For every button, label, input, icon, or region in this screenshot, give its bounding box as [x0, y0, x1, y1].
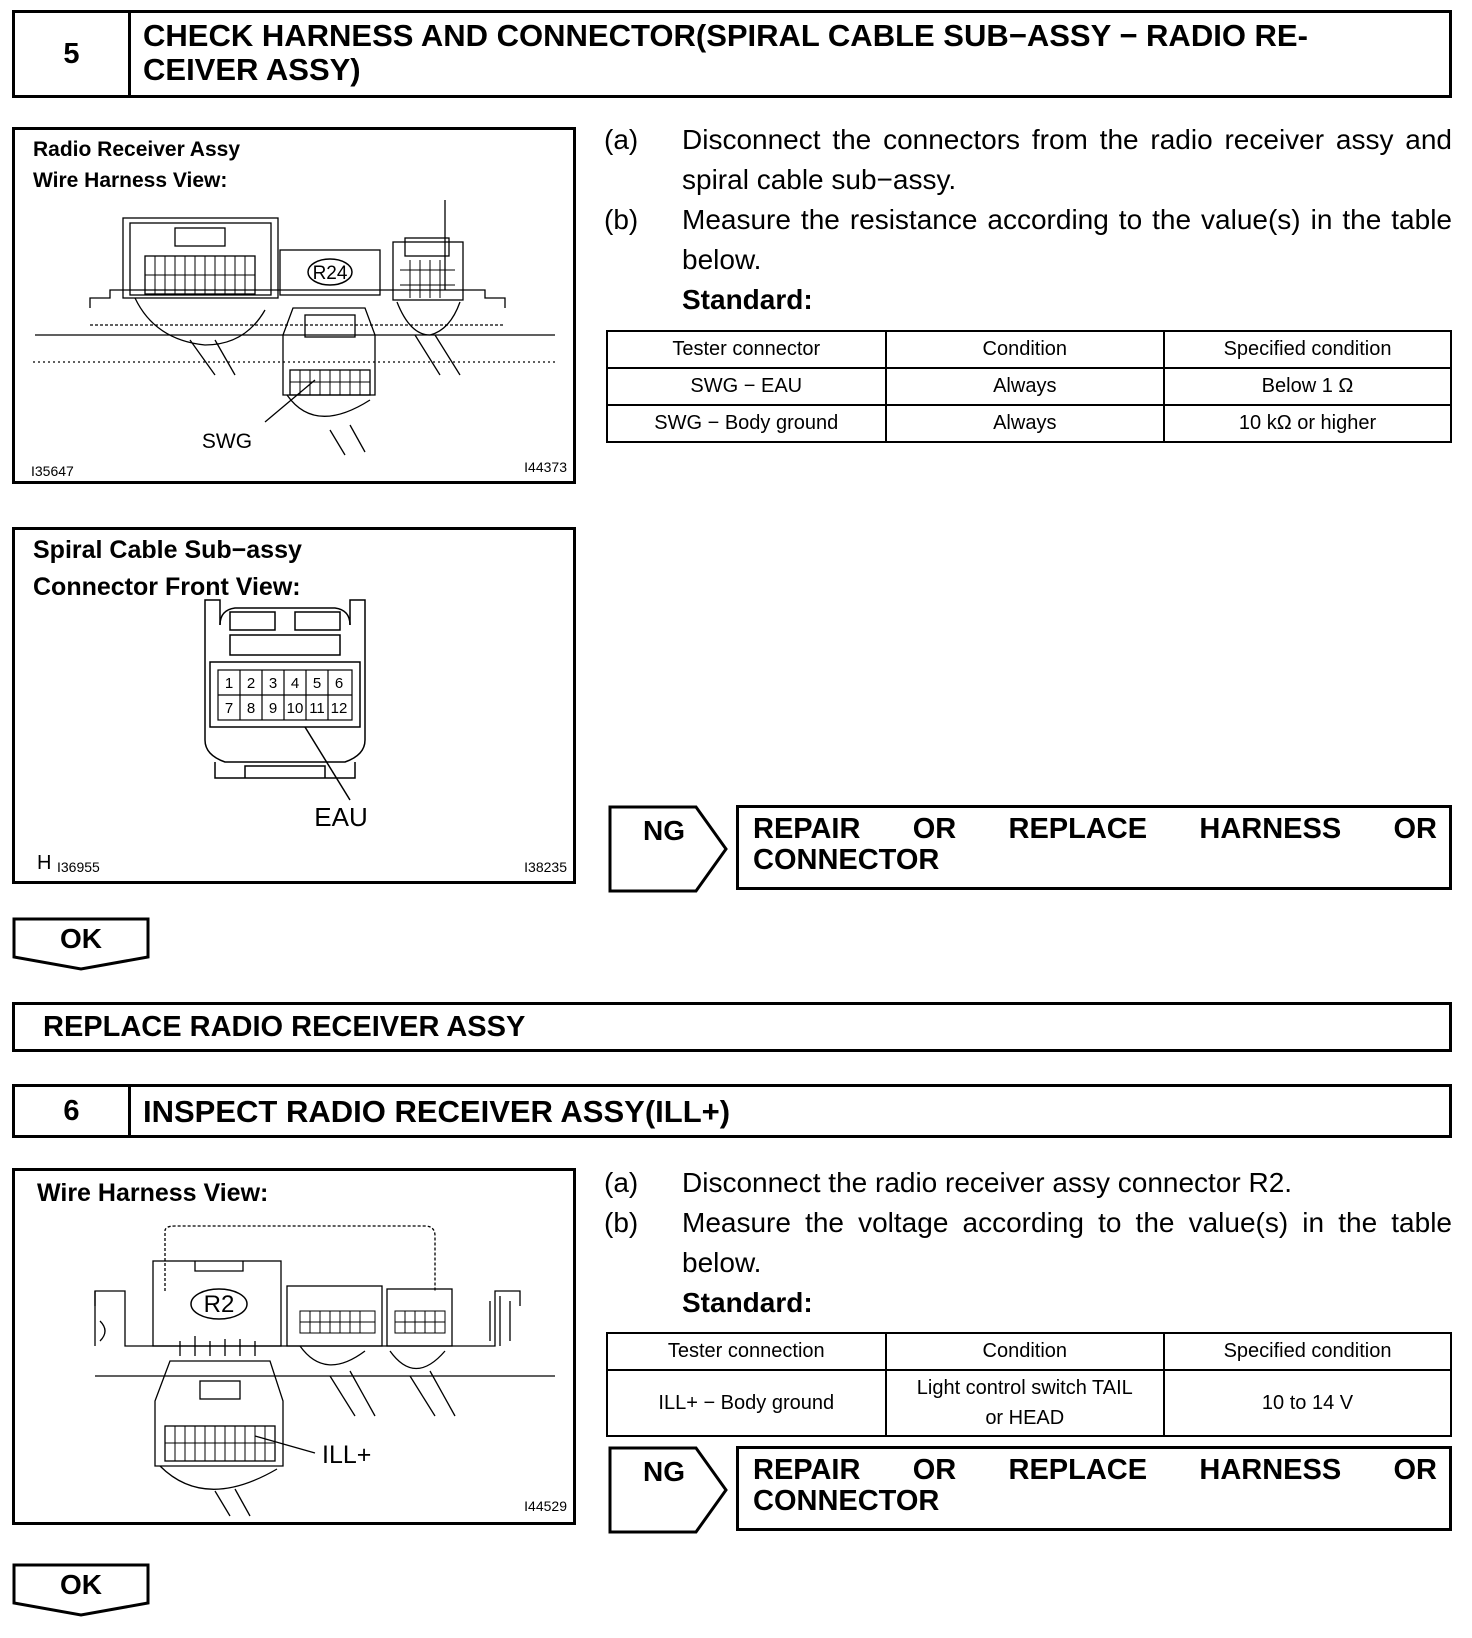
- ng-label: NG: [643, 1456, 685, 1487]
- standard-label: Standard:: [682, 284, 813, 315]
- step-number: 6: [15, 1087, 131, 1135]
- connector-r24-label: R24: [312, 263, 348, 284]
- table-header: Specified condition: [1164, 331, 1451, 368]
- eau-pin-label: EAU: [314, 802, 368, 832]
- instruction-b: (b) Measure the resistance according to the value(s) in the table below.: [604, 204, 1452, 275]
- step-6-spec-table: [606, 1332, 1452, 1437]
- pin-number: 7: [224, 700, 234, 717]
- step-title: CHECK HARNESS AND CONNECTOR(SPIRAL CABLE SUB−ASSY − RADIO RE- CEIVER ASSY): [143, 18, 1308, 87]
- figure-code-right: I44373: [524, 459, 567, 475]
- pin-grid: [218, 670, 352, 720]
- pin-number: 5: [312, 675, 322, 692]
- step-5-spec-table: [606, 330, 1452, 443]
- ng-label: NG: [643, 815, 685, 846]
- ok-label: OK: [60, 1569, 102, 1600]
- pin-number: 10: [286, 700, 304, 717]
- table-row: SWG − EAU Always Below 1 Ω: [607, 368, 1451, 405]
- instruction-b: (b) Measure the voltage according to the value(s) in the table below.: [604, 1207, 1452, 1278]
- repair-or-replace-box: REPAIR OR REPLACE HARNESS OR CONNECTOR: [736, 1446, 1452, 1531]
- pin-number: 9: [268, 700, 278, 717]
- table-row: SWG − Body ground Always 10 kΩ or higher: [607, 405, 1451, 442]
- step-5-instructions: [604, 120, 1452, 320]
- figure-code: I44529: [524, 1498, 567, 1514]
- figure-label: Radio Receiver Assy Wire Harness View:: [33, 138, 240, 192]
- ill-plus-pin-label: ILL+: [322, 1441, 372, 1469]
- instruction-a: (a) Disconnect the connectors from the radio receiver assy and spiral cable sub−assy.: [604, 124, 1452, 195]
- replace-radio-receiver-banner: REPLACE RADIO RECEIVER ASSY: [12, 1002, 1452, 1052]
- swg-pin-label: SWG: [201, 430, 253, 453]
- radio-receiver-figure: [12, 127, 576, 484]
- table-header: Condition: [886, 331, 1165, 368]
- wire-harness-figure: [12, 1168, 576, 1525]
- table-header: Tester connector: [607, 331, 886, 368]
- figure-label: Spiral Cable Sub−assy Connector Front View:: [33, 536, 302, 601]
- figure-code-right: I38235: [524, 859, 567, 875]
- pin-number: 12: [330, 700, 348, 717]
- standard-label: Standard:: [682, 1287, 813, 1318]
- figure-label: Wire Harness View:: [37, 1179, 269, 1207]
- pin-number: 8: [246, 700, 256, 717]
- pin-number: 1: [224, 675, 234, 692]
- repair-or-replace-box: REPAIR OR REPLACE HARNESS OR CONNECTOR: [736, 805, 1452, 890]
- instruction-a: (a) Disconnect the radio receiver assy connector R2.: [604, 1167, 1293, 1198]
- step-title: INSPECT RADIO RECEIVER ASSY(ILL+): [143, 1094, 731, 1129]
- step-6-header: [12, 1084, 1452, 1138]
- table-header: Specified condition: [1164, 1333, 1451, 1370]
- wire-harness-drawing: [15, 1171, 573, 1522]
- radio-receiver-connector-drawing: [15, 130, 573, 481]
- spiral-cable-connector-drawing: [15, 530, 573, 881]
- figure-letter: H: [37, 852, 52, 874]
- step-6-instructions: [604, 1163, 1452, 1323]
- pin-number: 2: [246, 675, 256, 692]
- figure-code-left: I35647: [31, 463, 74, 479]
- pin-number: 3: [268, 675, 278, 692]
- table-row: ILL+ − Body ground Light control switch TAIL or HEAD 10 to 14 V: [607, 1370, 1451, 1436]
- step-number: 5: [15, 13, 131, 95]
- table-header: Condition: [886, 1333, 1165, 1370]
- pin-number: 6: [334, 675, 344, 692]
- table-header: Tester connection: [607, 1333, 886, 1370]
- pin-number: 4: [290, 675, 300, 692]
- ok-label: OK: [60, 923, 102, 954]
- figure-code-left: I36955: [57, 859, 100, 875]
- spiral-cable-figure: [12, 527, 576, 884]
- pin-number: 11: [309, 700, 325, 717]
- step-5-header: [12, 10, 1452, 98]
- connector-r2-label: R2: [203, 1291, 235, 1318]
